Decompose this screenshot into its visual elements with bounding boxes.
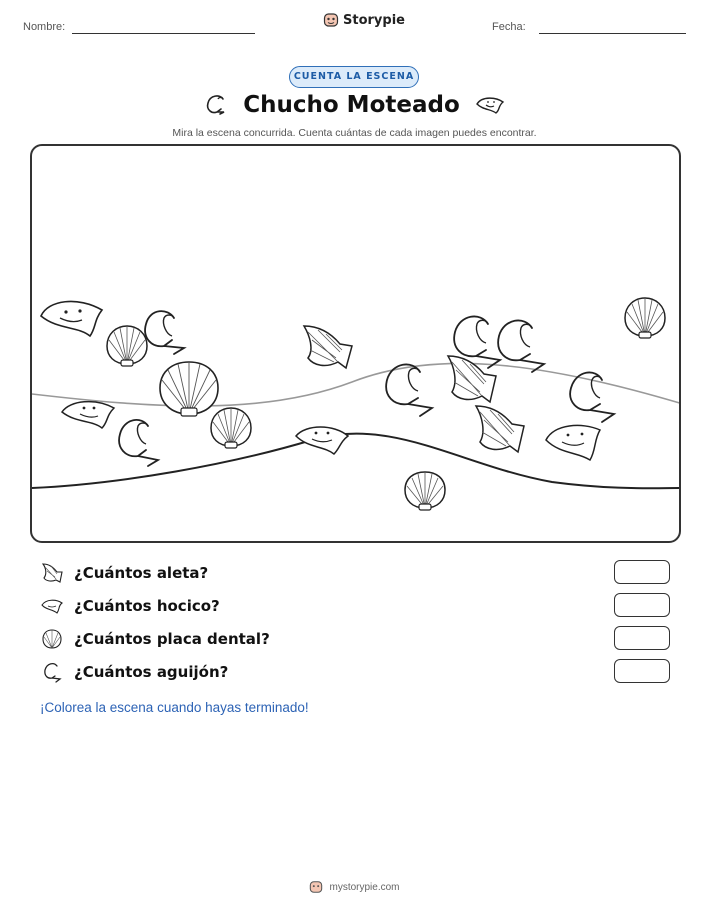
question-text: ¿Cuántos hocico?	[74, 597, 220, 615]
answer-box[interactable]	[614, 560, 670, 584]
snout-icon	[474, 94, 506, 116]
barb-icon	[40, 660, 64, 684]
scene-shell[interactable]	[208, 404, 254, 450]
scene-fin[interactable]	[472, 402, 528, 458]
question-row-shell	[40, 626, 670, 652]
activity-badge: CUENTA LA ESCENA	[289, 66, 419, 88]
question-text: ¿Cuántos aleta?	[74, 564, 209, 582]
brand-logo	[323, 12, 405, 28]
question-row-snout	[40, 593, 670, 619]
scene-fin[interactable]	[444, 352, 500, 408]
scene-snout[interactable]	[294, 422, 350, 456]
question-row-barb	[40, 659, 670, 685]
page-title: Chucho Moteado	[243, 92, 460, 118]
coloring-note: ¡Colorea la escena cuando hayas terminado!	[40, 700, 309, 715]
question-row-fin	[40, 560, 670, 586]
scene-shell[interactable]	[402, 468, 448, 512]
shell-icon	[40, 627, 64, 651]
answer-box[interactable]	[614, 659, 670, 683]
scene-shell[interactable]	[104, 322, 150, 368]
name-line[interactable]	[72, 33, 255, 34]
answer-box[interactable]	[614, 626, 670, 650]
question-text: ¿Cuántos aguijón?	[74, 663, 229, 681]
scene-barb[interactable]	[378, 360, 438, 418]
storypie-mascot-icon	[309, 880, 323, 894]
scene-snout[interactable]	[544, 420, 602, 464]
barb-icon	[203, 92, 229, 118]
snout-icon	[40, 594, 64, 618]
counting-scene[interactable]	[30, 144, 681, 543]
scene-barb[interactable]	[562, 368, 620, 424]
scene-shell[interactable]	[622, 294, 668, 340]
date-label: Fecha:	[492, 21, 526, 33]
footer-url[interactable]: mystorypie.com	[329, 881, 400, 893]
scene-fin[interactable]	[300, 322, 356, 374]
scene-snout[interactable]	[38, 294, 106, 340]
answer-box[interactable]	[614, 593, 670, 617]
date-line[interactable]	[539, 33, 686, 34]
scene-snout[interactable]	[60, 396, 116, 430]
storypie-mascot-icon	[323, 12, 339, 28]
scene-barb[interactable]	[112, 416, 164, 468]
fin-icon	[40, 561, 64, 585]
question-text: ¿Cuántos placa dental?	[74, 630, 270, 648]
brand-name: Storypie	[343, 12, 405, 28]
instructions: Mira la escena concurrida. Cuenta cuántas de cada imagen puedes encontrar.	[172, 127, 537, 139]
title-row	[0, 92, 709, 118]
name-label: Nombre:	[23, 21, 66, 33]
footer	[0, 880, 709, 894]
